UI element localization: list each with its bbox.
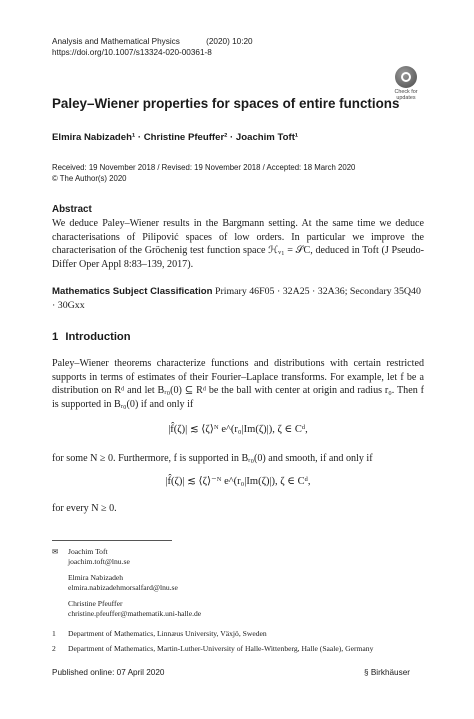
corr-author-1: Joachim Toft bbox=[68, 547, 108, 556]
journal-header bbox=[52, 36, 253, 58]
equation-1: |f̂(ζ)| ≲ ⟨ζ⟩ᴺ e^(r₀|Im(ζ)|), ζ ∈ Cᵈ, bbox=[168, 424, 308, 435]
section-title: Introduction bbox=[65, 331, 131, 343]
msc-label: Mathematics Subject Classification bbox=[52, 286, 213, 297]
abstract-heading: Abstract bbox=[52, 204, 92, 215]
correspondence-block bbox=[52, 547, 201, 619]
doi-link[interactable]: https://doi.org/10.1007/s13324-020-00361-8 bbox=[52, 48, 212, 57]
msc-block bbox=[52, 285, 424, 312]
paper-title: Paley–Wiener properties for spaces of entire functions bbox=[52, 96, 400, 111]
section-number: 1 bbox=[52, 331, 59, 343]
check-updates-icon bbox=[395, 66, 417, 88]
corr-email-1[interactable]: joachim.toft@lnu.se bbox=[68, 557, 130, 566]
intro-paragraph-2: for some N ≥ 0. Furthermore, f is supported in Bᵣ₀(0) and smooth, if and only if bbox=[52, 453, 373, 464]
footnote-rule bbox=[52, 540, 172, 541]
affiliation-text: Department of Mathematics, Linnæus University, Växjö, Sweden bbox=[68, 629, 267, 638]
badge-line1: Check for bbox=[394, 89, 418, 95]
dates-block bbox=[52, 162, 355, 184]
badge-line2: updates bbox=[396, 95, 416, 101]
affiliation-number: 2 bbox=[52, 644, 56, 653]
affiliation-1 bbox=[52, 629, 424, 639]
section-heading bbox=[52, 331, 131, 343]
corr-author-3: Christine Pfeuffer bbox=[68, 599, 123, 608]
abstract-text: We deduce Paley–Wiener results in the Bargmann setting. At the same time we deduce characterisations of Pilipović spaces of low orders. In particular we improve the characterisation of the Gröchenig test function space ℋᵥ₁ = 𝒮C, deduced in Toft (J Pseudo-Differ Oper Appl 8:83–139, 2017). bbox=[52, 218, 424, 270]
publisher-mark bbox=[364, 668, 410, 677]
corr-author-2: Elmira Nabizadeh bbox=[68, 573, 124, 582]
intro-paragraph-1: Paley–Wiener theorems characterize functions and distributions with certain restricted supports in terms of estimates of their Fourier–Laplace transforms. For example, let f be a distribution on Rᵈ and let Bᵣ₀(0) ⊆ Rᵈ be the ball with center at origin and radius r₀. Then f is supported in Bᵣ₀(0) if and only if bbox=[52, 358, 424, 410]
affiliation-number: 1 bbox=[52, 629, 56, 638]
affiliation-text: Department of Mathematics, Martin-Luther-University of Halle-Wittenberg, Halle (Saale), Germany bbox=[68, 644, 374, 653]
envelope-icon: ✉ bbox=[52, 547, 59, 556]
received-dates: Received: 19 November 2018 / Revised: 19 November 2018 / Accepted: 18 March 2020 bbox=[52, 163, 356, 172]
intro-paragraph-3: for every N ≥ 0. bbox=[52, 503, 117, 514]
publisher-name: Birkhäuser bbox=[370, 668, 410, 677]
journal-issue: (2020) 10:20 bbox=[206, 37, 253, 46]
corr-email-2[interactable]: elmira.nabizadehmorsalfard@lnu.se bbox=[68, 583, 178, 592]
equation-2: |f̂(ζ)| ≲ ⟨ζ⟩⁻ᴺ e^(r₀|Im(ζ)|), ζ ∈ Cᵈ, bbox=[165, 476, 311, 487]
corr-email-3[interactable]: christine.pfeuffer@mathematik.uni-halle.de bbox=[68, 609, 202, 618]
copyright: © The Author(s) 2020 bbox=[52, 174, 127, 183]
journal-name: Analysis and Mathematical Physics bbox=[52, 37, 180, 46]
msc-codes: Primary 46F05 · 32A25 · 32A36; Secondary 35Q40 · 30Gxx bbox=[52, 286, 421, 311]
birkhauser-logo-icon: § bbox=[364, 668, 369, 677]
author-list: Elmira Nabizadeh¹ · Christine Pfeuffer² · Joachim Toft¹ bbox=[52, 132, 299, 143]
affiliation-2 bbox=[52, 644, 424, 654]
published-online: Published online: 07 April 2020 bbox=[52, 668, 165, 677]
